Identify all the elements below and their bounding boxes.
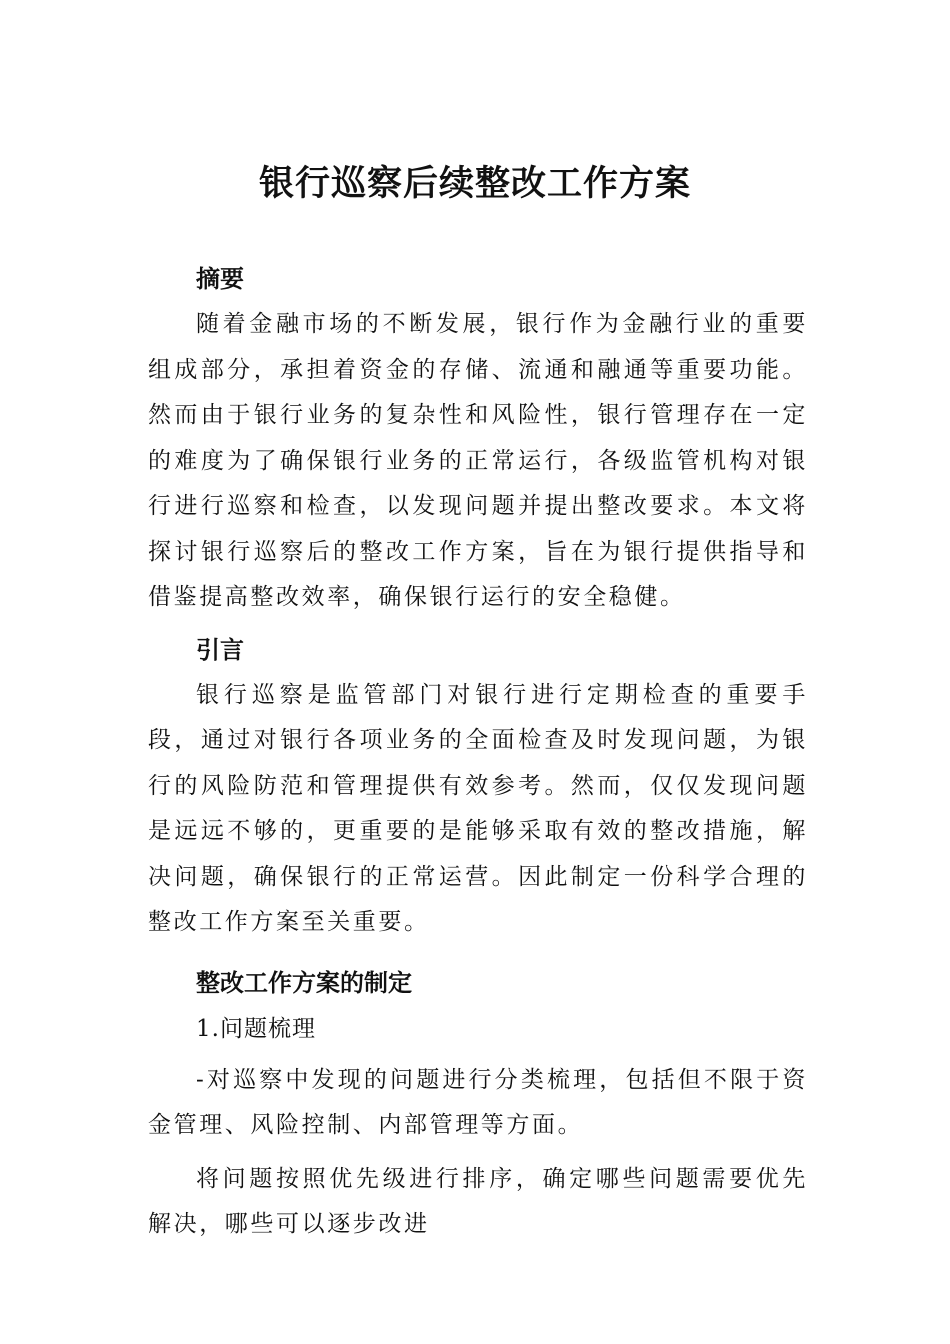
intro-heading: 引言 <box>196 635 244 664</box>
abstract-paragraph: 随着金融市场的不断发展，银行作为金融行业的重要组成部分，承担着资金的存储、流通和融通等重要功能。然而由于银行业务的复杂性和风险性，银行管理存在一定的难度为了确保银行业务的正常运行，各级监管机构对银行进行巡察和检查，以发现问题并提出整改要求。本文将探讨银行巡察后的整改工作方案，旨在为银行提供指导和借鉴提高整改效率，确保银行运行的安全稳健。 <box>148 311 808 610</box>
item1-point1: -对巡察中发现的问题进行分类梳理，包括但不限于资金管理、风险控制、内部管理等方面。 <box>148 1066 808 1138</box>
plan-heading: 整改工作方案的制定 <box>196 968 412 997</box>
item1-title: 1.问题梳理 <box>196 1015 316 1042</box>
document-title: 银行巡察后续整改工作方案 <box>258 163 691 204</box>
item1-point2: 将问题按照优先级进行排序，确定哪些问题需要优先解决，哪些可以逐步改进 <box>148 1165 808 1237</box>
intro-paragraph: 银行巡察是监管部门对银行进行定期检查的重要手段，通过对银行各项业务的全面检查及时发现问题，为银行的风险防范和管理提供有效参考。然而，仅仅发现问题是远远不够的，更重要的是能够采取有效的整改措施，解决问题，确保银行的正常运营。因此制定一份科学合理的整改工作方案至关重要。 <box>148 681 808 935</box>
abstract-heading: 摘要 <box>196 265 244 293</box>
document-body <box>148 256 808 1248</box>
